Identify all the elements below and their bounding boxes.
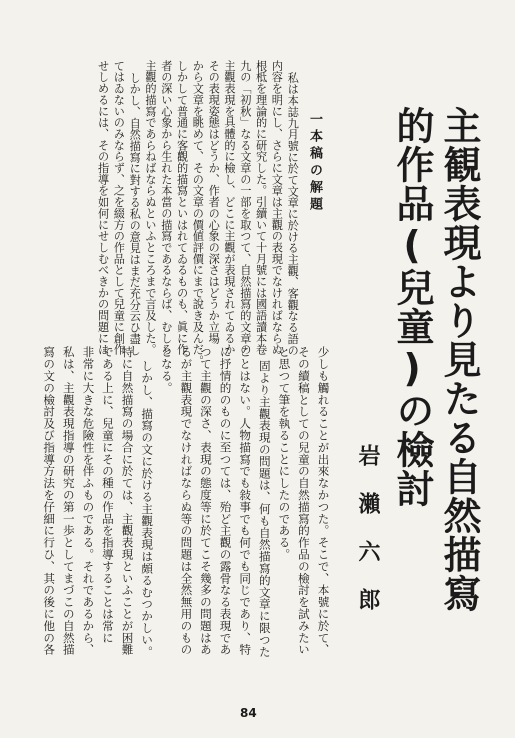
body-column: しかして普通に客觀的描寫といはれてゐるものも、眞に作 xyxy=(175,60,189,356)
body-column: つて主觀の深さ、表現の態度等に於てこそ幾多の問題はあ xyxy=(198,346,213,656)
body-column: その續稿としての兒童の自然描寫的作品の檢討を試みたい xyxy=(296,346,311,656)
body-column: 内容を明にし、さらに文章は主觀の表現でなければならぬ xyxy=(270,60,284,356)
body-column: 主觀的描寫であらねばならぬといふところまで言及した。 xyxy=(144,60,157,356)
body-column: てはゐないのみならず、之を綴方の作品として兒童に創作 xyxy=(112,60,126,356)
section-heading: 一本稿の解題 xyxy=(307,112,322,214)
title-line-1: 主観表現より見たる自然描寫 xyxy=(437,106,481,613)
body-column: 私は本誌九月號に於て文章に於ける主觀、客觀なる語の xyxy=(286,72,300,356)
body-column: と思つて筆を執ることにしたのである。 xyxy=(277,346,292,561)
body-column: 者の深い心象から生れた本當の描寫であるならば、むしろ xyxy=(159,60,173,356)
title-line-2: 的作品(兒童)の檢討 xyxy=(390,106,434,508)
body-column: に抒情的のものに至つては、殆ど主觀の露骨なる表現であ xyxy=(218,346,233,656)
body-column: るが主觀表現でなければならぬ等の問題は全然無用のもの xyxy=(179,346,194,656)
body-column: しかし、自然描寫に對する私の意見はまだ充分云ひ盡し xyxy=(128,72,142,356)
body-column: ことはない。人物描寫でも敍事でも何でも同じであり、特 xyxy=(238,346,253,656)
body-column: その表現姿態はどうか、作者の心象の深さはどうか立場 xyxy=(207,60,221,344)
body-column: 非常に大きな危險性を伴ふものである。それであるから、 xyxy=(81,346,96,656)
body-column: 寫の文の檢討及び指導方法を仔細に行ひ、其の後に他の各 xyxy=(42,346,57,656)
body-column: 根柢を理論的に研究した。引續いて十月號には國語讀本卷 xyxy=(254,60,268,356)
body-column: 私は、主觀表現指導の研究の第一歩としてまづこの自然描 xyxy=(61,346,76,656)
body-column: 特に自然描寫の場合に於ては、主觀表現といふことが困難 xyxy=(120,346,135,656)
body-column: から文章を眺めて、その文章の價値評價にまで說き及んだ。 xyxy=(191,60,205,367)
body-column: 少しも觸れることが出來なかつた。そこで、本號に於て、 xyxy=(316,346,331,656)
body-column: せしめるには、その指導を如何にせしむべきかの問題には xyxy=(96,60,110,356)
body-column: しかし、描寫の文に於ける主觀表現は頗るむつかしい。 xyxy=(140,360,155,658)
body-column: となる。 xyxy=(159,346,174,394)
body-column: 主觀表現を具體的に檢し、どこに主觀が表現されてゐるか xyxy=(223,60,236,356)
page-number: 84 xyxy=(240,706,257,720)
body-column: 九の「初秋」なる文章の一部を取つて、自然描寫的文章の xyxy=(238,60,252,356)
body-column: 固より主觀表現の問題は、何も自然描寫的文章に限つた xyxy=(257,360,272,658)
author-name: 岩瀨六郎 xyxy=(355,444,380,636)
body-column: である上に、兒童にその種の作品を指導することは常に xyxy=(100,346,115,644)
